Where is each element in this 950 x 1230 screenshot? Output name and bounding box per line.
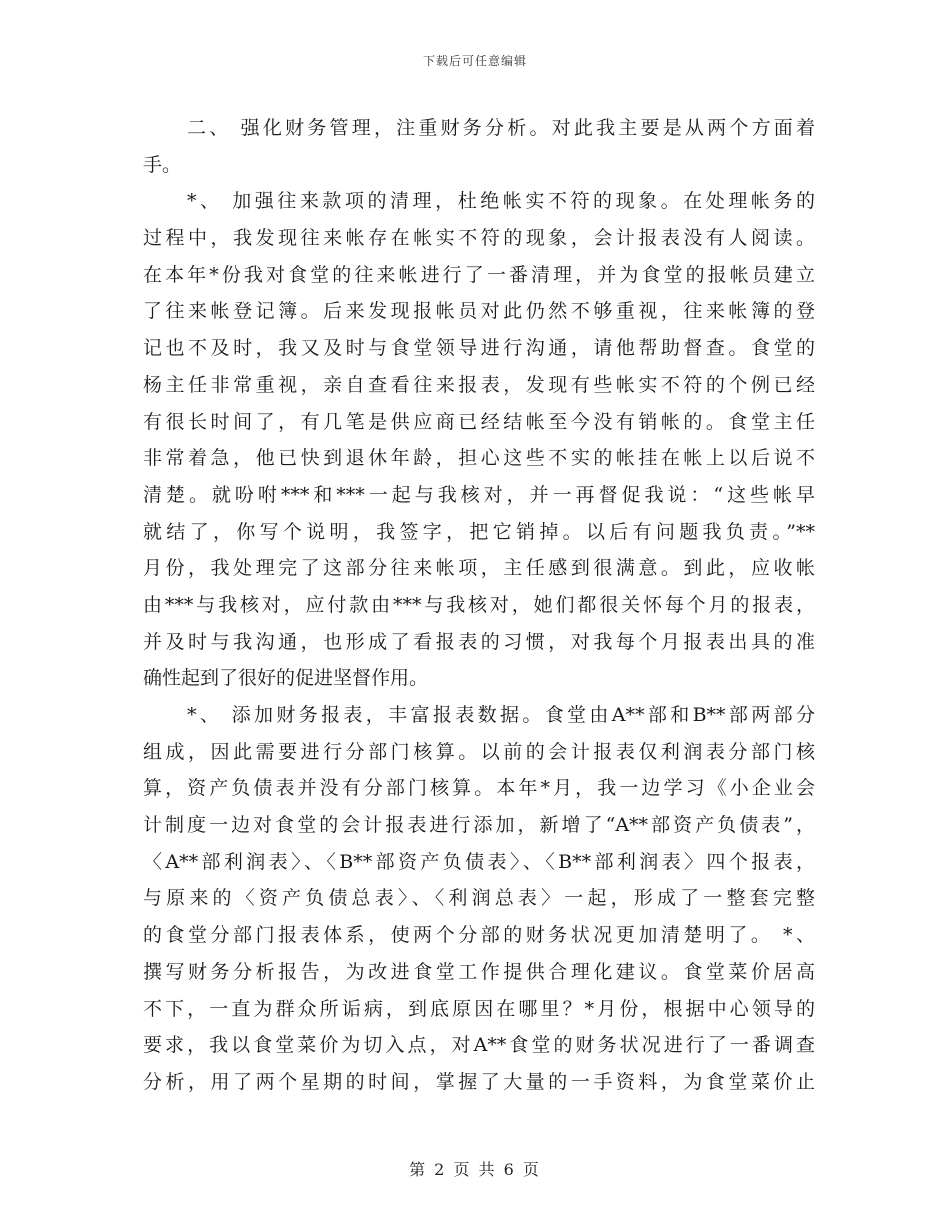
text-line: 有很长时间了，有几笔是供应商已经结帐至今没有销帐的。食堂主任	[143, 410, 815, 433]
text-line: 过程中，我发现往来帐存在帐实不符的现象，会计报表没有人阅读。	[143, 227, 815, 250]
text-line: 确性起到了很好的促进坚督作用。	[143, 667, 429, 690]
text-line: 记也不及时，我又及时与食堂领导进行沟通，请他帮助督查。食堂的	[143, 337, 815, 360]
text-line: 就结了，你写个说明，我签字，把它销掉。以后有问题我负责。”**	[143, 520, 815, 543]
text-line: 由***与我核对，应付款由***与我核对，她们都很关怀每个月的报表，	[143, 593, 815, 616]
text-line: *、 加强往来款项的清理，杜绝帐实不符的现象。在处理帐务的	[187, 190, 815, 213]
text-line: 并及时与我沟通，也形成了看报表的习惯，对我每个月报表出具的准	[143, 630, 815, 653]
text-line: 组成，因此需要进行分部门核算。以前的会计报表仅利润表分部门核	[143, 740, 815, 763]
text-line: 分析，用了两个星期的时间，掌握了大量的一手资料，为食堂菜价止	[143, 1070, 815, 1093]
text-line: 要求，我以食堂菜价为切入点，对A**食堂的财务状况进行了一番调查	[143, 1034, 815, 1057]
text-line: 在本年*份我对食堂的往来帐进行了一番清理，并为食堂的报帐员建立	[143, 263, 815, 286]
text-line: *、 添加财务报表，丰富报表数据。食堂由A**部和B**部两部分	[187, 704, 815, 726]
text-line: 撰写财务分析报告，为改进食堂工作提供合理化建议。食堂菜价居高	[143, 960, 815, 983]
text-line: 月份，我处理完了这部分往来帐项，主任感到很满意。到此，应收帐	[143, 557, 815, 580]
document-body	[143, 110, 815, 1101]
text-line: 的食堂分部门报表体系，使两个分部的财务状况更加清楚明了。 *、	[143, 924, 815, 947]
text-line: 计制度一边对食堂的会计报表进行添加，新增了“A**部资产负债表”，	[143, 814, 815, 837]
text-line: 〈A**部利润表〉、〈B**部资产负债表〉、〈B**部利润表〉四个报表，	[143, 850, 815, 873]
text-line: 与原来的〈资产负债总表〉、〈利润总表〉一起，形成了一整套完整	[143, 887, 815, 910]
text-line: 非常着急，他已快到退休年龄，担心这些不实的帐挂在帐上以后说不	[143, 447, 815, 470]
text-line: 杨主任非常重视，亲自查看往来报表，发现有些帐实不符的个例已经	[143, 373, 815, 396]
page-number: 第 2 页 共 6 页	[409, 1160, 541, 1179]
text-line: 不下，一直为群众所诟病，到底原因在哪里？*月份，根据中心领导的	[143, 997, 815, 1020]
text-line: 手。	[143, 153, 182, 176]
page-header: 下载后可任意编辑	[422, 54, 527, 68]
text-line: 了往来帐登记簿。后来发现报帐员对此仍然不够重视，往来帐簿的登	[143, 300, 815, 323]
text-line: 清楚。就吩咐***和***一起与我核对，并一再督促我说：“这些帐早	[143, 483, 815, 506]
text-line: 二、 强化财务管理，注重财务分析。对此我主要是从两个方面着	[187, 117, 815, 139]
text-line: 算，资产负债表并没有分部门核算。本年*月，我一边学习《小企业会	[143, 777, 815, 800]
